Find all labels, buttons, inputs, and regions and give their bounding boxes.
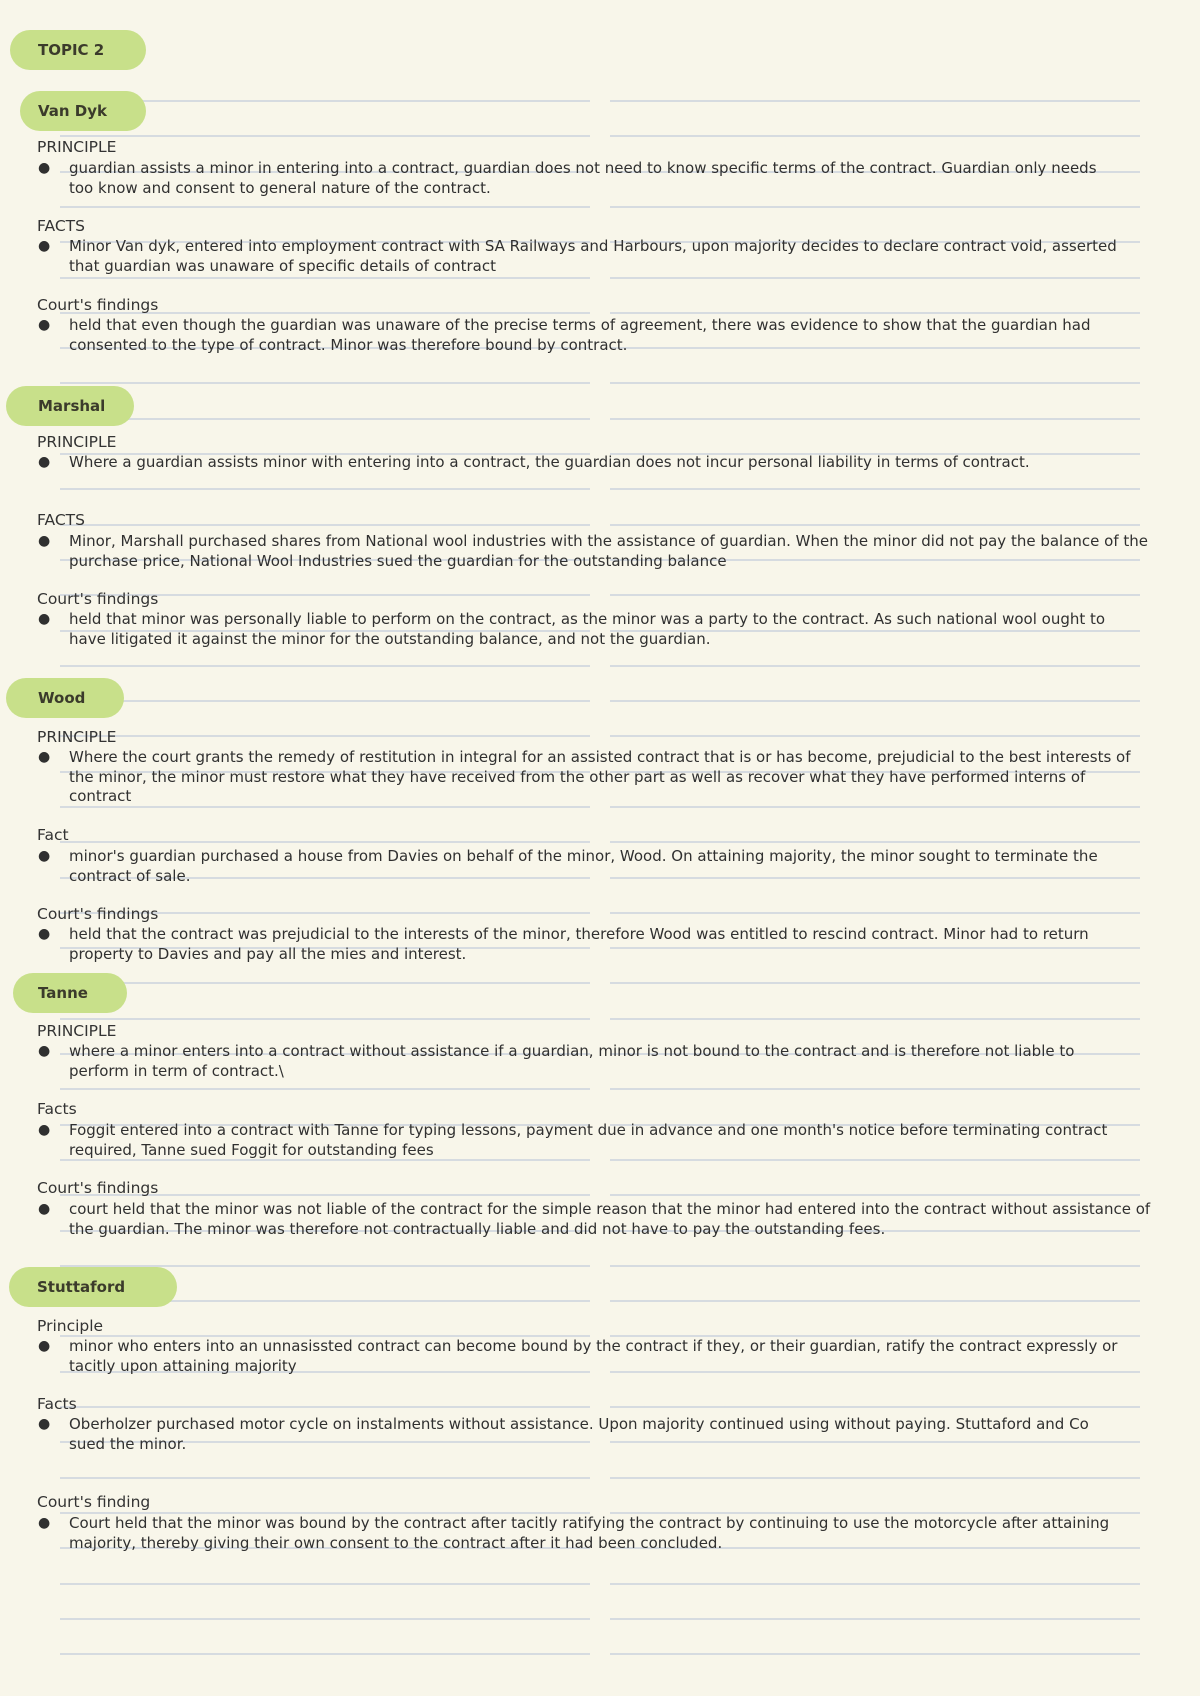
bullet-icon: ● (38, 926, 51, 942)
bullet-item (38, 316, 1148, 355)
bullet-text: Where the court grants the remedy of restitution in integral for an assisted contract that is or has become, prejudicial to the best interests of the minor, the minor must restore what they have received from the other part as well as recover what they have performed interns of contract (69, 748, 1131, 805)
bullet-icon: ● (38, 611, 51, 627)
bullet-text: Oberholzer purchased motor cycle on instalments without assistance. Upon majority continued using without paying. Stuttaford and Co sued the minor. (69, 1415, 1089, 1453)
bullet-icon: ● (38, 1515, 51, 1531)
bullet-icon: ● (38, 238, 51, 254)
section-heading: FACTS (37, 217, 85, 235)
bullet-icon: ● (38, 1122, 51, 1138)
bullet-text: court held that the minor was not liable of the contract for the simple reason that the minor had entered into the contract without assistance of the guardian. The minor was therefore not contractually liable and did not have to pay the outstanding fees. (69, 1200, 1151, 1238)
bullet-icon: ● (38, 533, 51, 549)
section-heading: Court's finding (37, 1493, 151, 1511)
bullet-text: held that minor was personally liable to perform on the contract, as the minor was a party to the contract. As such national wool ought to have litigated it against the minor for the outstanding balance, and not the guardian. (69, 610, 1106, 648)
bullet-item (38, 532, 1148, 571)
bullet-item (38, 925, 1123, 964)
case-tag-van-dyk: Van Dyk (20, 91, 146, 131)
bullet-icon: ● (38, 454, 51, 470)
bullet-item (38, 453, 1148, 473)
bullet-text: minor's guardian purchased a house from Davies on behalf of the minor, Wood. On attaining majority, the minor sought to terminate the contract of sale. (69, 847, 1098, 885)
bullet-icon: ● (38, 317, 51, 333)
bullet-icon: ● (38, 749, 51, 765)
section-heading: Principle (37, 1317, 104, 1335)
section-heading: PRINCIPLE (37, 728, 117, 746)
bullet-icon: ● (38, 1043, 51, 1059)
bullet-text: Court held that the minor was bound by the contract after tacitly ratifying the contract by continuing to use the motorcycle after attaining majority, thereby giving their own consent to the contract after it had been concluded. (69, 1514, 1110, 1552)
bullet-text: Where a guardian assists minor with entering into a contract, the guardian does not incur personal liability in terms of contract. (69, 453, 1030, 471)
case-tag-marshal: Marshal (6, 386, 134, 426)
bullet-item (38, 847, 1163, 886)
bullet-item (38, 159, 1123, 198)
section-heading: PRINCIPLE (37, 1022, 117, 1040)
bullet-icon: ● (38, 160, 51, 176)
bullet-text: Minor, Marshall purchased shares from National wool industries with the assistance of guardian. When the minor did not pay the balance of the purchase price, National Wool Industries sued the guardian for the outstanding balance (69, 532, 1148, 570)
section-heading: Court's findings (37, 590, 159, 608)
bullet-text: held that the contract was prejudicial to the interests of the minor, therefore Wood was entitled to rescind contract. Minor had to return property to Davies and pay all the mies and interest. (69, 925, 1089, 963)
section-heading: Fact (37, 826, 69, 844)
bullet-item (38, 1514, 1123, 1553)
bullet-text: minor who enters into an unnasissted contract can become bound by the contract if they, or their guardian, ratify the contract expressly or tacitly upon attaining majority (69, 1337, 1118, 1375)
bullet-item (38, 610, 1123, 649)
bullet-item (38, 237, 1123, 276)
bullet-text: held that even though the guardian was unaware of the precise terms of agreement, there was evidence to show that the guardian had consented to the type of contract. Minor was therefore bound by contract. (69, 316, 1091, 354)
topic-tag: TOPIC 2 (10, 30, 146, 70)
section-heading: Facts (37, 1100, 77, 1118)
bullet-item (38, 1200, 1163, 1239)
section-heading: Court's findings (37, 296, 159, 314)
case-tag-tanne: Tanne (13, 973, 127, 1013)
bullet-text: where a minor enters into a contract without assistance if a guardian, minor is not bound to the contract and is therefore not liable to perform in term of contract.\ (69, 1042, 1075, 1080)
section-heading: FACTS (37, 511, 85, 529)
case-tag-stuttaford: Stuttaford (9, 1267, 177, 1307)
bullet-icon: ● (38, 848, 51, 864)
bullet-text: Foggit entered into a contract with Tanne for typing lessons, payment due in advance and one month's notice before terminating contract required, Tanne sued Foggit for outstanding fees (69, 1121, 1108, 1159)
bullet-item (38, 1415, 1123, 1454)
bullet-item (38, 1337, 1123, 1376)
bullet-item (38, 1121, 1123, 1160)
bullet-icon: ● (38, 1201, 51, 1217)
case-tag-wood: Wood (6, 678, 124, 718)
bullet-icon: ● (38, 1338, 51, 1354)
bullet-item (38, 748, 1148, 807)
bullet-text: Minor Van dyk, entered into employment contract with SA Railways and Harbours, upon majority decides to declare contract void, asserted that guardian was unaware of specific details of contract (69, 237, 1117, 275)
bullet-text: guardian assists a minor in entering into a contract, guardian does not need to know specific terms of the contract. Guardian only needs too know and consent to general nature of the contract. (69, 159, 1097, 197)
bullet-item (38, 1042, 1123, 1081)
section-heading: Facts (37, 1395, 77, 1413)
section-heading: Court's findings (37, 1179, 159, 1197)
section-heading: PRINCIPLE (37, 433, 117, 451)
section-heading: Court's findings (37, 905, 159, 923)
section-heading: PRINCIPLE (37, 138, 117, 156)
bullet-icon: ● (38, 1416, 51, 1432)
